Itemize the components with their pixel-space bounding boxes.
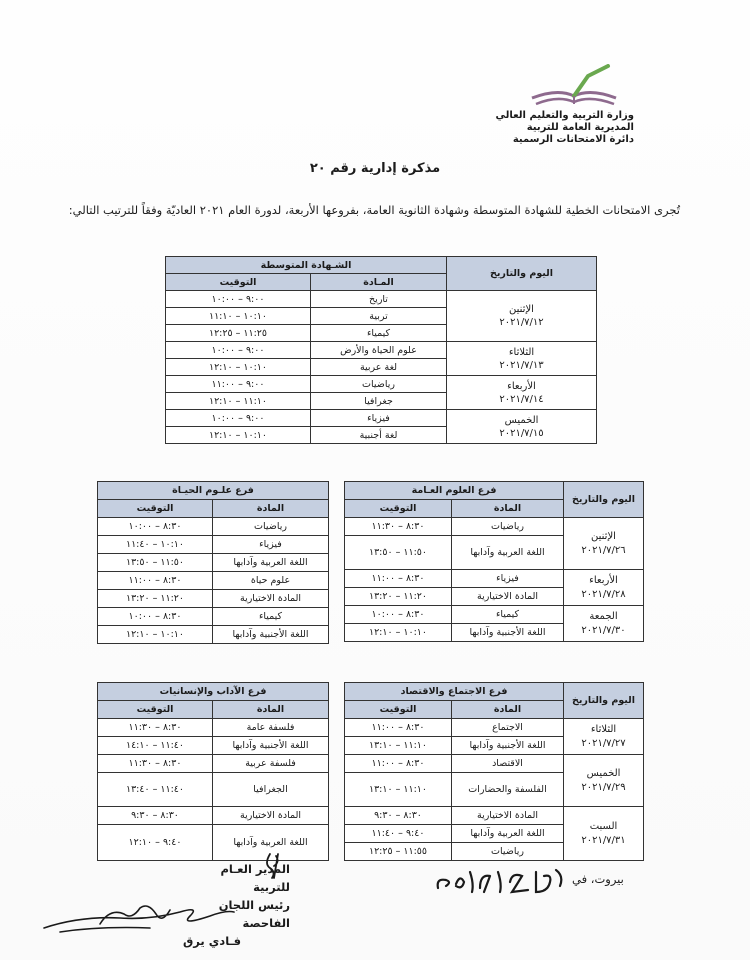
time-cell: ١٠:١٠ – ١٢:١٠ (345, 624, 452, 642)
col-header-subject: المادة (452, 500, 564, 518)
subject-cell: كيمياء (213, 608, 329, 626)
time-cell: ١١:١٠ – ١٣:١٠ (345, 737, 452, 755)
table-row (345, 570, 644, 588)
day-name: الخميس (504, 414, 539, 426)
memo-title: مذكرة إدارية رقم ٢٠ (309, 161, 441, 176)
time-cell: ٩:٠٠ – ١١:٠٠ (166, 376, 311, 393)
col-header-time: التوقيت (166, 274, 311, 291)
day-name: الأربعاء (589, 574, 618, 586)
day-date: ٢٠٢١/٧/٢٧ (581, 737, 626, 749)
time-cell: ١٠:١٠ – ١٢:١٠ (166, 427, 311, 444)
table-row (345, 807, 644, 825)
time-cell: ١٠:١٠ – ١٢:١٠ (166, 359, 311, 376)
col-header-time: التوقيت (345, 701, 452, 719)
subject-cell: لغة أجنبية (311, 427, 447, 444)
subject-cell: فيزياء (452, 570, 564, 588)
org-line-ministry: وزارة التربية والتعليم العالي (495, 110, 634, 121)
time-cell: ٩:٤٠ – ١١:٤٠ (345, 825, 452, 843)
table-row (98, 755, 329, 773)
day-name: السبت (589, 820, 618, 832)
table-row (345, 518, 644, 536)
day-date: ٢٠٢١/٧/٣٠ (581, 624, 626, 636)
time-cell: ١١:١٠ – ١٣:١٠ (345, 773, 452, 807)
time-cell: ٨:٣٠ – ٩:٣٠ (98, 807, 213, 825)
handwritten-date (432, 862, 572, 898)
time-cell: ٨:٣٠ – ١١:٠٠ (345, 719, 452, 737)
subject-cell: رياضيات (452, 518, 564, 536)
day-name: الثلاثاء (508, 346, 535, 358)
subject-cell: كيمياء (452, 606, 564, 624)
signer-title: المدير العـام للتربية (220, 862, 290, 894)
day-name: الثلاثاء (590, 723, 617, 735)
col-header-subject: المادة (452, 701, 564, 719)
subject-cell: الاجتماع (452, 719, 564, 737)
day-date: ٢٠٢١/٧/١٣ (499, 359, 544, 371)
time-cell: ١١:٢٠ – ١٣:٢٠ (98, 590, 213, 608)
time-cell: ٨:٣٠ – ١١:٠٠ (98, 572, 213, 590)
org-line-directorate: المديرية العامة للتربية (526, 122, 634, 133)
day-name: الجمعة (589, 610, 618, 622)
subject-cell: الاقتصاد (452, 755, 564, 773)
col-header-subject: المادة (213, 701, 329, 719)
subject-cell: المادة الاختيارية (213, 590, 329, 608)
subject-cell: تربية (311, 308, 447, 325)
subject-cell: المادة الاختيارية (452, 807, 564, 825)
life-sciences-table (97, 481, 329, 644)
signature (40, 898, 240, 938)
time-cell: ١٠:١٠ – ١١:١٠ (166, 308, 311, 325)
subject-cell: كيمياء (311, 325, 447, 342)
organization-header (496, 110, 634, 146)
subject-cell: فلسفة عامة (213, 719, 329, 737)
subject-cell: لغة عربية (311, 359, 447, 376)
day-cell (564, 606, 644, 642)
day-cell (447, 376, 597, 410)
table-title: فرع الآداب والإنسانيات (98, 683, 329, 701)
time-cell: ٩:٠٠ – ١٠:٠٠ (166, 291, 311, 308)
col-header-subject: المـادة (311, 274, 447, 291)
time-cell: ١١:٢٠ – ١٣:٢٠ (345, 588, 452, 606)
subject-cell: المادة الاختيارية (213, 807, 329, 825)
day-date: ٢٠٢١/٧/٢٩ (581, 781, 626, 793)
time-cell: ١١:٤٠ – ١٤:١٠ (98, 737, 213, 755)
table-row (345, 606, 644, 624)
day-name: الإثنين (591, 530, 616, 542)
subject-cell: اللغة الأجنبية وآدابها (213, 737, 329, 755)
subject-cell: فيزياء (311, 410, 447, 427)
time-cell: ١٠:١٠ – ١١:٤٠ (98, 536, 213, 554)
col-header-day-date: اليوم والتاريخ (447, 257, 597, 291)
time-cell: ١١:٢٥ – ١٢:٢٥ (166, 325, 311, 342)
col-header-time: التوقيت (98, 500, 213, 518)
time-cell: ٨:٣٠ – ١١:٣٠ (98, 755, 213, 773)
col-header-day-date: اليوم والتاريخ (564, 482, 644, 518)
table-row (98, 737, 329, 755)
subject-cell: علوم الحياة والأرض (311, 342, 447, 359)
table-title: فرع الاجتماع والاقتصاد (345, 683, 564, 701)
table-row (98, 590, 329, 608)
middle-certificate-table (165, 256, 597, 444)
day-cell (447, 410, 597, 444)
subject-cell: الفلسفة والحضارات (452, 773, 564, 807)
time-cell: ٨:٣٠ – ١٠:٠٠ (345, 606, 452, 624)
col-header-subject: المادة (213, 500, 329, 518)
table-title: فرع العلوم العـامة (345, 482, 564, 500)
day-cell (447, 291, 597, 342)
table-row (98, 608, 329, 626)
day-cell (564, 755, 644, 807)
table-row (345, 755, 644, 773)
time-cell: ١١:٤٠ – ١٣:٤٠ (98, 773, 213, 807)
day-date: ٢٠٢١/٧/١٤ (499, 393, 544, 405)
time-cell: ٨:٣٠ – ١١:٠٠ (345, 755, 452, 773)
table-title: فرع علـوم الحيـاة (98, 482, 329, 500)
table-row (166, 342, 597, 359)
day-cell (564, 518, 644, 570)
ministry-logo (528, 64, 620, 112)
signer-role: رئيس اللجان الفاحصة (218, 898, 290, 930)
literature-humanities-table (97, 682, 329, 861)
table-row (166, 376, 597, 393)
day-cell (564, 807, 644, 861)
time-cell: ٨:٣٠ – ١١:٣٠ (345, 518, 452, 536)
table-row (98, 536, 329, 554)
time-cell: ٨:٣٠ – ١١:٣٠ (98, 719, 213, 737)
time-cell: ٨:٣٠ – ٩:٣٠ (345, 807, 452, 825)
day-cell (564, 719, 644, 755)
table-row (98, 572, 329, 590)
day-date: ٢٠٢١/٧/٣١ (581, 834, 626, 846)
time-cell: ٨:٣٠ – ١٠:٠٠ (98, 608, 213, 626)
intro-text: تُجرى الامتحانات الخطية للشهادة المتوسطة وشهادة الثانوية العامة، بفروعها الأربعة، لدورة العام ٢٠٢١ العاديّة وفقاً للترتيب التالي: (68, 203, 680, 217)
time-cell: ١١:٥٠ – ١٣:٥٠ (345, 536, 452, 570)
time-cell: ٩:٠٠ – ١٠:٠٠ (166, 342, 311, 359)
day-date: ٢٠٢١/٧/١٥ (499, 427, 544, 439)
subject-cell: رياضيات (311, 376, 447, 393)
initials-mark (262, 852, 284, 880)
subject-cell: الجغرافيا (213, 773, 329, 807)
subject-cell: اللغة الأجنبية وآدابها (213, 626, 329, 644)
general-sciences-table (344, 481, 644, 642)
subject-cell: علوم حياة (213, 572, 329, 590)
table-row (98, 626, 329, 644)
time-cell: ١١:٥٥ – ١٢:٢٥ (345, 843, 452, 861)
day-cell (447, 342, 597, 376)
table-title: الشـهادة المتوسطة (166, 257, 447, 274)
subject-cell: اللغة الأجنبية وآدابها (452, 624, 564, 642)
subject-cell: رياضيات (452, 843, 564, 861)
day-cell (564, 570, 644, 606)
table-row (166, 291, 597, 308)
subject-cell: فيزياء (213, 536, 329, 554)
table-row (98, 825, 329, 861)
place-label: بيروت، في (572, 872, 624, 886)
table-row (98, 719, 329, 737)
subject-cell: تاريخ (311, 291, 447, 308)
subject-cell: اللغة العربية وآدابها (213, 825, 329, 861)
subject-cell: جغرافيا (311, 393, 447, 410)
subject-cell: اللغة الأجنبية وآدابها (452, 737, 564, 755)
org-line-department: دائرة الامتحانات الرسمية (512, 134, 634, 145)
table-row (98, 807, 329, 825)
table-row (98, 518, 329, 536)
subject-cell: المادة الاختيارية (452, 588, 564, 606)
time-cell: ٨:٣٠ – ١١:٠٠ (345, 570, 452, 588)
time-cell: ١١:١٠ – ١٢:١٠ (166, 393, 311, 410)
subject-cell: اللغة العربية وآدابها (452, 825, 564, 843)
time-cell: ٩:٠٠ – ١٠:٠٠ (166, 410, 311, 427)
time-cell: ٩:٤٠ – ١٢:١٠ (98, 825, 213, 861)
col-header-time: التوقيت (345, 500, 452, 518)
day-name: الأربعاء (507, 380, 536, 392)
sociology-economics-table (344, 682, 644, 861)
time-cell: ١٠:١٠ – ١٢:١٠ (98, 626, 213, 644)
time-cell: ١١:٥٠ – ١٣:٥٠ (98, 554, 213, 572)
table-row (98, 773, 329, 807)
day-date: ٢٠٢١/٧/٢٨ (581, 588, 626, 600)
day-name: الخميس (586, 767, 621, 779)
table-row (345, 719, 644, 737)
col-header-time: التوقيت (98, 701, 213, 719)
table-row (166, 410, 597, 427)
day-date: ٢٠٢١/٧/١٢ (499, 317, 544, 328)
day-date: ٢٠٢١/٧/٢٦ (581, 544, 626, 556)
subject-cell: فلسفة عربية (213, 755, 329, 773)
col-header-day-date: اليوم والتاريخ (564, 683, 644, 719)
subject-cell: رياضيات (213, 518, 329, 536)
subject-cell: اللغة العربية وآدابها (213, 554, 329, 572)
table-row (98, 554, 329, 572)
time-cell: ٨:٣٠ – ١٠:٠٠ (98, 518, 213, 536)
day-name: الإثنين (509, 304, 534, 315)
signer-name: فـادي يرق (183, 934, 241, 948)
subject-cell: اللغة العربية وآدابها (452, 536, 564, 570)
